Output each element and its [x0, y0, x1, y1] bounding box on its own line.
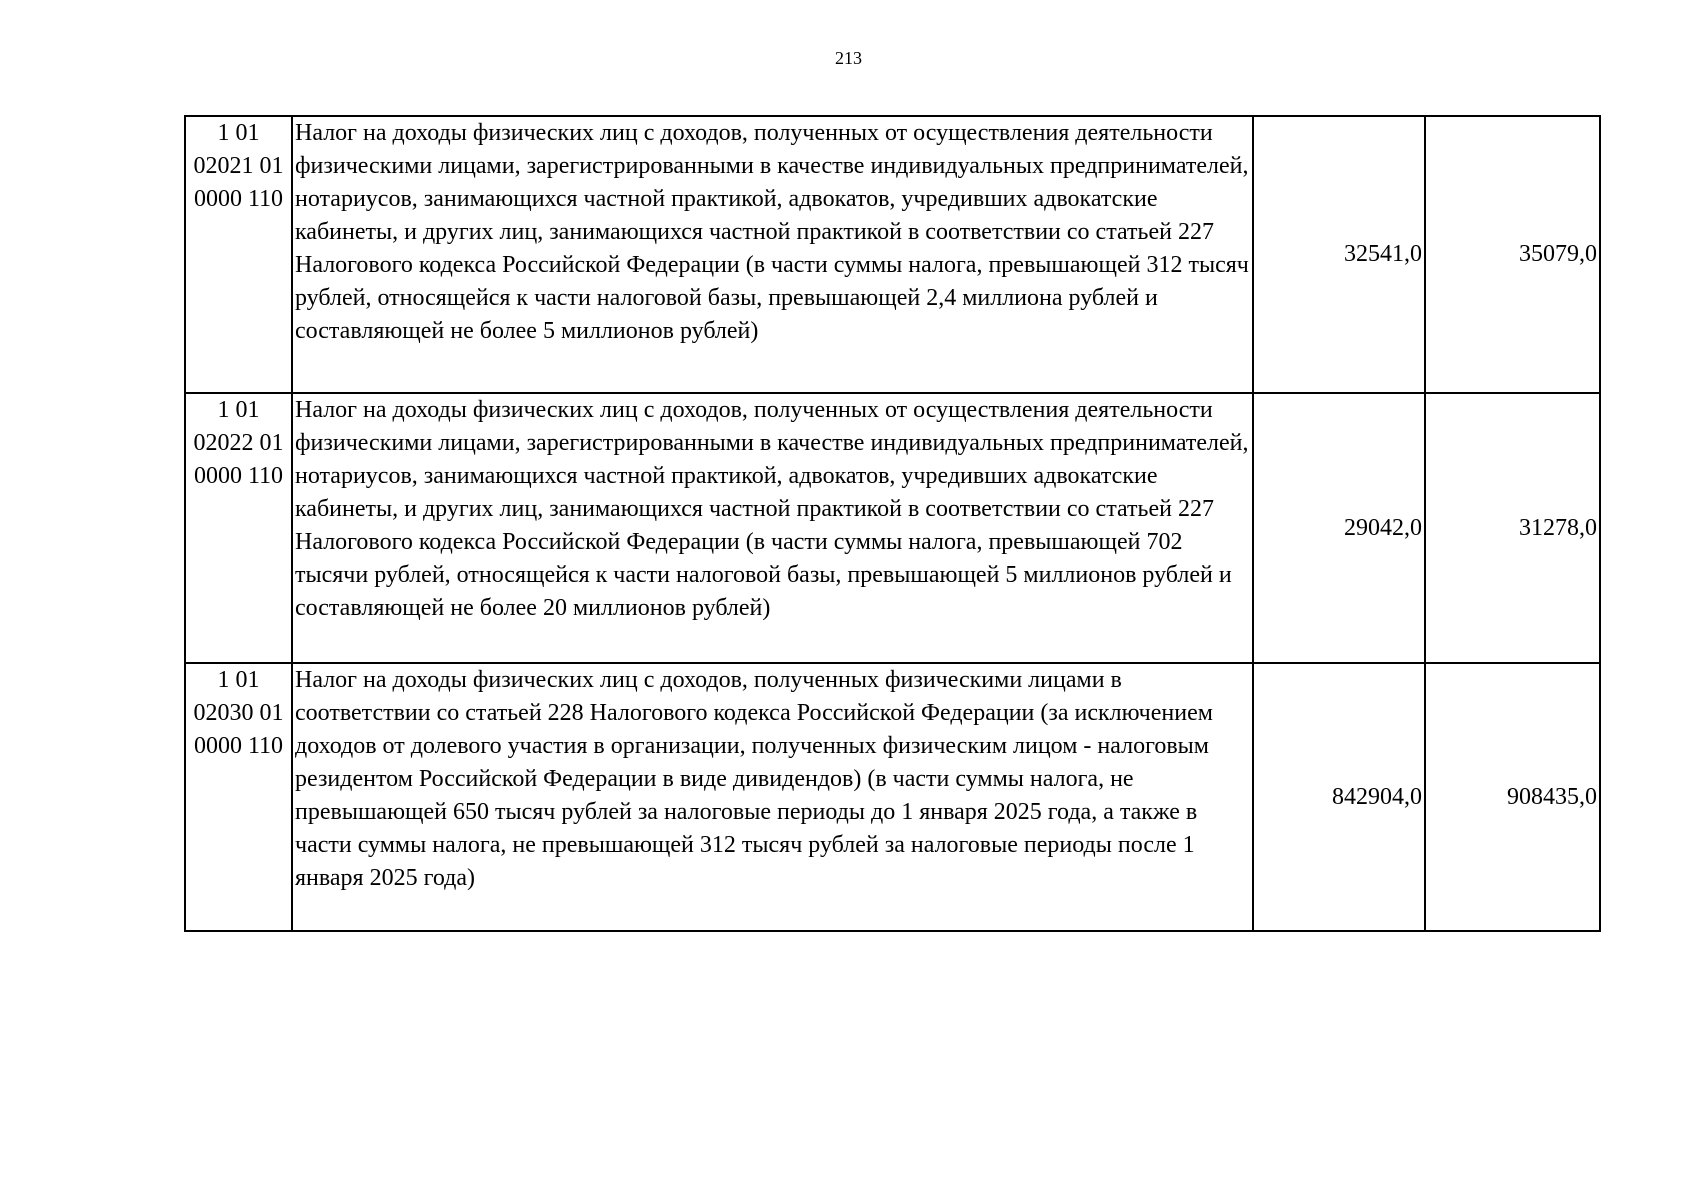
- code-line: 0000 110: [193, 186, 284, 212]
- amount-cell-2: 35079,0: [1425, 116, 1600, 393]
- table-row: [185, 393, 1600, 663]
- code-line: 0000 110: [193, 733, 284, 759]
- code-line: 1 01: [217, 120, 260, 146]
- code-line: 0000 110: [193, 463, 284, 489]
- description-cell: Налог на доходы физических лиц с доходов, полученных от осуществления деятельности физическими лицами, зарегистрированными в качестве индивидуальных предпринимателей, нотариусов, занимающихся частной практикой, адвокатов, учредивших адвокатские кабинеты, и других лиц, занимающихся частной практикой в соответствии со статьей 227 Налогового кодекса Российской Федерации (в части суммы налога, превышающей 312 тысяч рублей, относящейся к части налоговой базы, превышающей 2,4 миллиона рублей и составляющей не более 5 миллионов рублей): [292, 116, 1253, 393]
- amount-cell-2: 31278,0: [1425, 393, 1600, 663]
- amount-cell-2: 908435,0: [1425, 663, 1600, 931]
- code-line: 02022 01: [193, 430, 284, 456]
- amount-cell-1: 29042,0: [1253, 393, 1425, 663]
- code-line: 02021 01: [193, 153, 284, 179]
- code-line: 1 01: [217, 397, 260, 423]
- description-cell: Налог на доходы физических лиц с доходов, полученных физическими лицами в соответствии со статьей 228 Налогового кодекса Российской Федерации (за исключением доходов от долевого участия в организации, полученных физическим лицом - налоговым резидентом Российской Федерации в виде дивидендов) (в части суммы налога, не превышающей 650 тысяч рублей за налоговые периоды до 1 января 2025 года, а также в части суммы налога, не превышающей 312 тысяч рублей за налоговые периоды после 1 января 2025 года): [292, 663, 1253, 931]
- description-cell: Налог на доходы физических лиц с доходов, полученных от осуществления деятельности физическими лицами, зарегистрированными в качестве индивидуальных предпринимателей, нотариусов, занимающихся частной практикой, адвокатов, учредивших адвокатские кабинеты, и других лиц, занимающихся частной практикой в соответствии со статьей 227 Налогового кодекса Российской Федерации (в части суммы налога, превышающей 702 тысячи рублей, относящейся к части налоговой базы, превышающей 5 миллионов рублей и составляющей не более 20 миллионов рублей): [292, 393, 1253, 663]
- page-number: 213: [835, 48, 862, 68]
- budget-table: [184, 115, 1601, 932]
- table-row: [185, 116, 1600, 393]
- amount-cell-1: 842904,0: [1253, 663, 1425, 931]
- table-row: [185, 663, 1600, 931]
- code-line: 02030 01: [193, 700, 284, 726]
- classification-code-cell: [185, 663, 292, 931]
- amount-cell-1: 32541,0: [1253, 116, 1425, 393]
- classification-code-cell: [185, 116, 292, 393]
- code-line: 1 01: [217, 667, 260, 693]
- classification-code-cell: [185, 393, 292, 663]
